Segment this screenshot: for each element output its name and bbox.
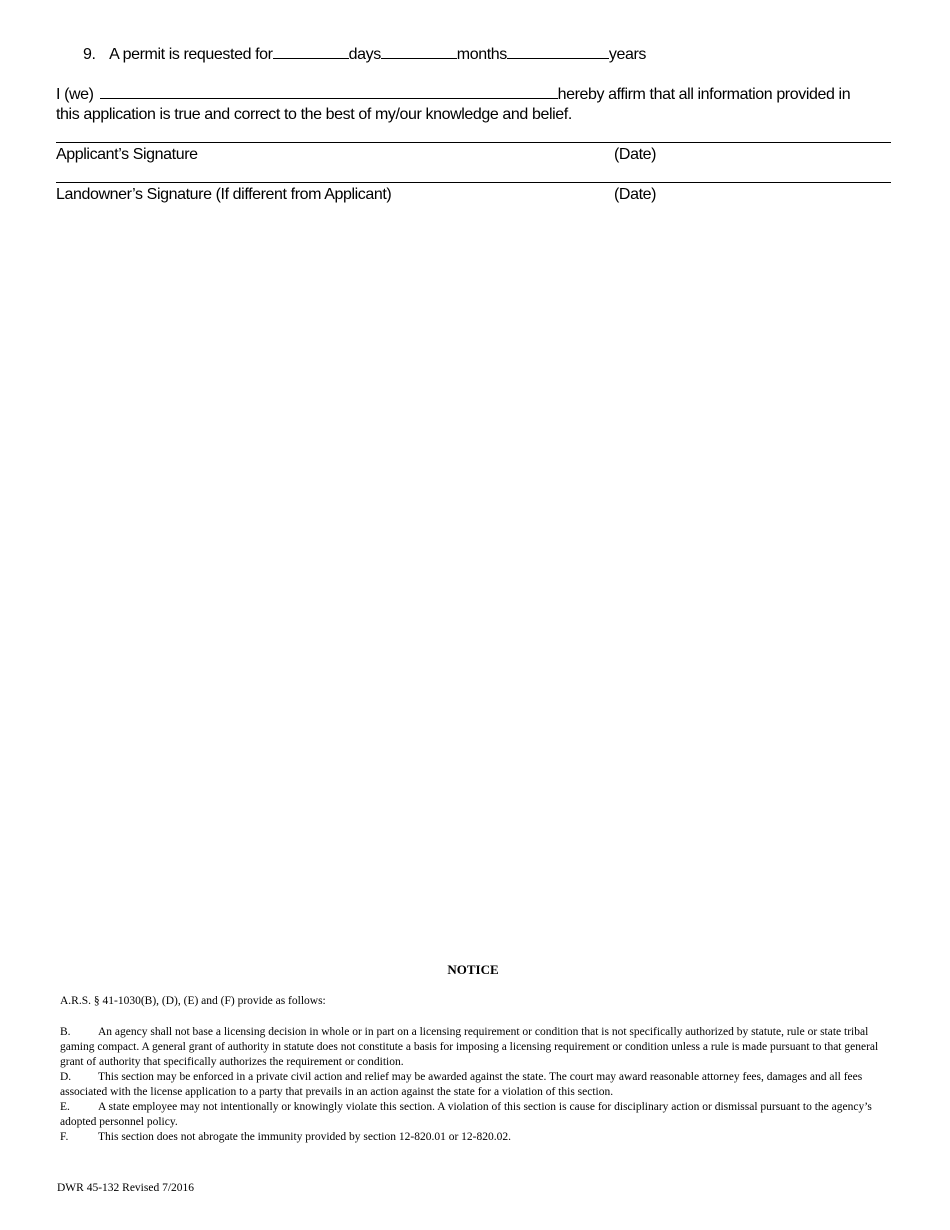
years-field[interactable] [507, 44, 609, 59]
notice-clause [60, 1025, 886, 1070]
affirmation-prefix: I (we) [56, 86, 94, 103]
days-label: days [348, 46, 381, 63]
notice-clause [60, 1100, 886, 1130]
clause-letter: D. [60, 1071, 72, 1083]
affirmation-statement [56, 84, 896, 125]
applicant-signature-label: Applicant’s Signature [56, 146, 198, 163]
years-label: years [608, 46, 647, 63]
clause-text: This section does not abrogate the immunity provided by section 12-820.01 or 12-820.02. [98, 1131, 511, 1143]
notice-clauses [60, 1025, 886, 1145]
affirmation-suffix: hereby affirm that all information provided in [557, 86, 851, 103]
notice-intro: A.R.S. § 41-1030(B), (D), (E) and (F) provide as follows: [60, 995, 326, 1007]
clause-letter: E. [60, 1101, 70, 1113]
applicant-name-field[interactable] [100, 84, 558, 99]
question-number: 9. [83, 46, 96, 63]
applicant-date-label: (Date) [614, 146, 657, 163]
notice-clause [60, 1130, 886, 1145]
days-field[interactable] [273, 44, 349, 59]
permit-duration-question [83, 44, 646, 64]
landowner-date-label: (Date) [614, 186, 657, 203]
landowner-signature-line[interactable] [56, 182, 891, 183]
months-label: months [456, 46, 507, 63]
clause-letter: F. [60, 1131, 69, 1143]
months-field[interactable] [381, 44, 457, 59]
question-text: A permit is requested for [109, 46, 273, 63]
form-revision-footer: DWR 45-132 Revised 7/2016 [57, 1182, 195, 1194]
landowner-signature-label: Landowner’s Signature (If different from Applicant) [56, 186, 392, 203]
notice-title: NOTICE [447, 962, 499, 977]
clause-text: A state employee may not intentionally or knowingly violate this section. A violation of this section is cause for disciplinary action or dismissal pursuant to the agency’s adopted personnel policy. [60, 1101, 872, 1128]
clause-letter: B. [60, 1026, 71, 1038]
clause-text: An agency shall not base a licensing decision in whole or in part on a licensing requirement or condition that is not specifically authorized by statute, rule or state tribal gaming compact. A general grant of authority in statute does not constitute a basis for imposing a licensing requirement or condition unless a rule is made pursuant to that general grant of authority that specifically authorizes the requirement or condition. [60, 1026, 879, 1068]
applicant-signature-line[interactable] [56, 142, 891, 143]
notice-clause [60, 1070, 886, 1100]
clause-text: This section may be enforced in a private civil action and relief may be awarded against the state. The court may award reasonable attorney fees, damages and all fees associated with the license application to a party that prevails in an action against the state for a violation of this section. [60, 1071, 863, 1098]
affirmation-continuation: this application is true and correct to the best of my/our knowledge and belief. [56, 106, 572, 123]
